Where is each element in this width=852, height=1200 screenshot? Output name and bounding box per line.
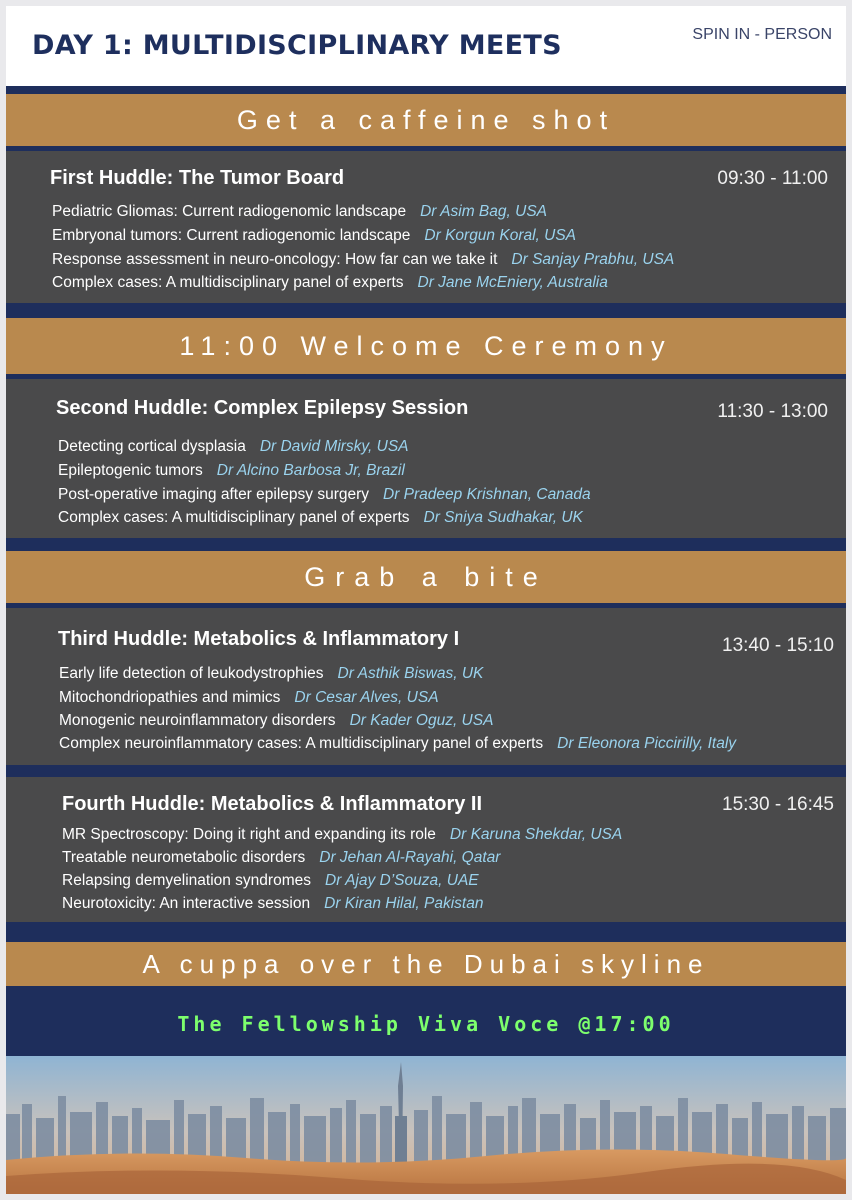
talk-speaker: Dr Sniya Sudhakar, UK — [423, 509, 583, 526]
session-first-huddle — [6, 151, 846, 303]
talk-speaker: Dr Asim Bag, USA — [420, 203, 547, 220]
talk-topic: Post-operative imaging after epilepsy surgery — [58, 486, 370, 503]
talk-topic: Complex cases: A multidisciplinary panel of experts — [52, 274, 404, 291]
talk-speaker: Dr Alcino Barbosa Jr, Brazil — [216, 462, 405, 479]
talk-topic: Epileptogenic tumors — [58, 462, 203, 479]
talk-topic: Mitochondriopathies and mimics — [59, 689, 281, 706]
divider-bar — [6, 303, 846, 318]
divider-bar — [6, 765, 846, 777]
talk-topic: Neurotoxicity: An interactive session — [62, 895, 311, 912]
talk-item — [59, 689, 439, 707]
viva-voce-label: The Fellowship Viva Voce @17:00 — [177, 1012, 675, 1036]
session-time: 09:30 - 11:00 — [717, 168, 828, 189]
talk-item — [62, 895, 483, 913]
talk-item — [52, 203, 547, 221]
talk-item — [59, 665, 483, 683]
talk-speaker: Dr David Mirsky, USA — [259, 438, 409, 455]
talk-speaker: Dr Kader Oguz, USA — [349, 712, 494, 729]
talk-item — [62, 872, 479, 890]
talk-topic: Pediatric Gliomas: Current radiogenomic landscape — [52, 203, 407, 220]
talk-item — [58, 438, 409, 456]
banner-welcome: 11:00 Welcome Ceremony — [6, 318, 846, 374]
talk-item — [62, 826, 622, 844]
talk-item — [59, 735, 736, 753]
dubai-skyline-image — [6, 1056, 846, 1194]
talk-item — [62, 849, 500, 867]
banner-caffeine: Get a caffeine shot — [6, 94, 846, 146]
talk-item — [58, 486, 591, 504]
banner-cuppa: A cuppa over the Dubai skyline — [6, 942, 846, 986]
talk-topic: Complex neuroinflammatory cases: A multidisciplinary panel of experts — [59, 735, 544, 752]
skyline-svg — [6, 1056, 846, 1194]
talk-topic: Relapsing demyelination syndromes — [62, 872, 311, 889]
talk-speaker: Dr Kiran Hilal, Pakistan — [324, 895, 484, 912]
session-title: Fourth Huddle: Metabolics & Inflammatory II — [62, 793, 483, 815]
talk-speaker: Dr Jane McEniery, Australia — [417, 274, 608, 291]
agenda-page — [6, 6, 846, 1194]
event-mode-label: SPIN IN - PERSON — [692, 26, 832, 43]
talk-item — [52, 274, 608, 292]
talk-item — [58, 509, 583, 527]
session-time: 15:30 - 16:45 — [722, 794, 834, 815]
talk-topic: Monogenic neuroinflammatory disorders — [59, 712, 336, 729]
talk-item — [52, 251, 674, 269]
talk-speaker: Dr Eleonora Piccirilly, Italy — [557, 735, 737, 752]
talk-topic: Embryonal tumors: Current radiogenomic landscape — [52, 227, 411, 244]
header — [6, 6, 846, 86]
talk-speaker: Dr Korgun Koral, USA — [424, 227, 577, 244]
talk-topic: Response assessment in neuro-oncology: How far can we take it — [52, 251, 498, 268]
talk-topic: MR Spectroscopy: Doing it right and expanding its role — [62, 826, 436, 843]
talk-item — [59, 712, 493, 730]
session-time: 11:30 - 13:00 — [717, 401, 828, 422]
session-title: First Huddle: The Tumor Board — [50, 167, 345, 189]
talk-item — [58, 462, 405, 480]
divider-bar — [6, 86, 846, 94]
talk-speaker: Dr Cesar Alves, USA — [294, 689, 439, 706]
session-time: 13:40 - 15:10 — [722, 635, 834, 656]
session-title: Second Huddle: Complex Epilepsy Session — [56, 397, 469, 419]
session-second-huddle — [6, 379, 846, 538]
talk-speaker: Dr Pradeep Krishnan, Canada — [383, 486, 591, 503]
talk-speaker: Dr Jehan Al-Rayahi, Qatar — [319, 849, 501, 866]
talk-speaker: Dr Karuna Shekdar, USA — [449, 826, 623, 843]
session-title: Third Huddle: Metabolics & Inflammatory I — [58, 628, 460, 650]
talk-topic: Early life detection of leukodystrophies — [59, 665, 324, 682]
talk-item — [52, 227, 576, 245]
session-third-huddle — [6, 608, 846, 765]
talk-topic: Treatable neurometabolic disorders — [62, 849, 306, 866]
talk-speaker: Dr Sanjay Prabhu, USA — [511, 251, 675, 268]
talk-topic: Complex cases: A multidisciplinary panel of experts — [58, 509, 410, 526]
divider-bar — [6, 538, 846, 551]
session-fourth-huddle — [6, 777, 846, 922]
banner-bite: Grab a bite — [6, 551, 846, 603]
page-title: DAY 1: MULTIDISCIPLINARY MEETS — [32, 30, 562, 61]
divider-bar — [6, 922, 846, 942]
talk-speaker: Dr Ajay D’Souza, UAE — [325, 872, 479, 889]
talk-topic: Detecting cortical dysplasia — [58, 438, 246, 455]
talk-speaker: Dr Asthik Biswas, UK — [337, 665, 484, 682]
